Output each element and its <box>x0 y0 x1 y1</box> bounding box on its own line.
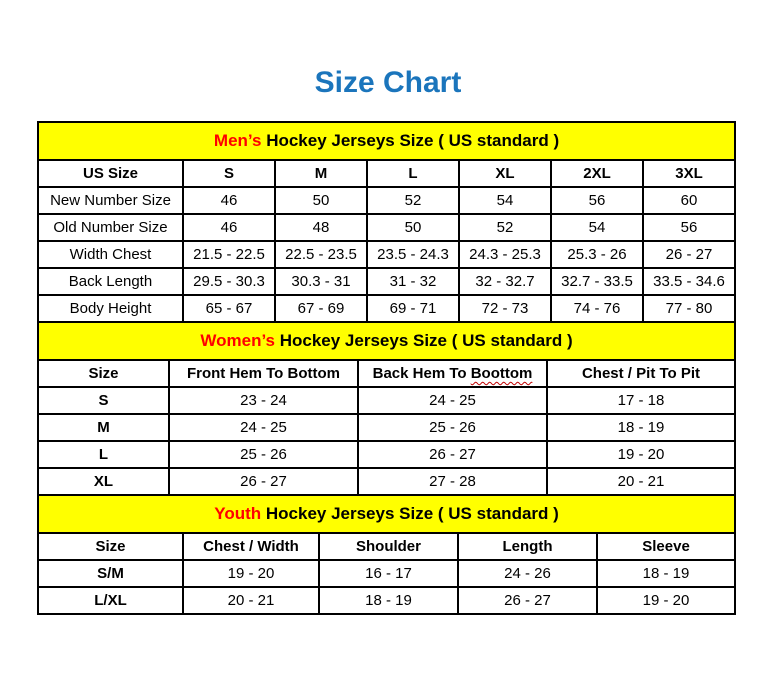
cell-value: 26 - 27 <box>358 441 547 468</box>
back-hem-prefix: Back Hem To <box>372 365 467 382</box>
row-label: Old Number Size <box>38 214 183 241</box>
mens-header-2xl: 2XL <box>551 160 643 187</box>
cell-value: 23 - 24 <box>169 387 358 414</box>
cell-value: 30.3 - 31 <box>275 268 367 295</box>
row-label: S/M <box>38 560 183 587</box>
womens-row-l <box>38 441 735 468</box>
youth-header-row <box>38 533 735 560</box>
cell-value: 26 - 27 <box>458 587 597 614</box>
cell-value: 26 - 27 <box>169 468 358 495</box>
womens-size-table <box>37 321 736 496</box>
cell-value: 24 - 26 <box>458 560 597 587</box>
cell-value: 52 <box>459 214 551 241</box>
row-label: L/XL <box>38 587 183 614</box>
mens-section-title-rest: Hockey Jerseys Size ( US standard ) <box>261 131 560 150</box>
cell-value: 19 - 20 <box>183 560 319 587</box>
womens-row-m <box>38 414 735 441</box>
row-label: M <box>38 414 169 441</box>
cell-value: 22.5 - 23.5 <box>275 241 367 268</box>
mens-header-row <box>38 160 735 187</box>
cell-value: 52 <box>367 187 459 214</box>
mens-header-xl: XL <box>459 160 551 187</box>
mens-row-body-height <box>38 295 735 322</box>
cell-value: 48 <box>275 214 367 241</box>
cell-value: 50 <box>275 187 367 214</box>
womens-section-title-highlight: Women’s <box>200 331 275 350</box>
mens-header-s: S <box>183 160 275 187</box>
cell-value: 23.5 - 24.3 <box>367 241 459 268</box>
row-label: Body Height <box>38 295 183 322</box>
womens-header-front-hem: Front Hem To Bottom <box>169 360 358 387</box>
mens-row-new-number-size <box>38 187 735 214</box>
cell-value: 24 - 25 <box>358 387 547 414</box>
mens-header-us-size: US Size <box>38 160 183 187</box>
cell-value: 74 - 76 <box>551 295 643 322</box>
cell-value: 54 <box>459 187 551 214</box>
mens-header-l: L <box>367 160 459 187</box>
youth-section-title <box>38 495 735 533</box>
cell-value: 17 - 18 <box>547 387 735 414</box>
cell-value: 31 - 32 <box>367 268 459 295</box>
cell-value: 56 <box>551 187 643 214</box>
cell-value: 21.5 - 22.5 <box>183 241 275 268</box>
youth-header-sleeve: Sleeve <box>597 533 735 560</box>
cell-value: 65 - 67 <box>183 295 275 322</box>
cell-value: 16 - 17 <box>319 560 458 587</box>
cell-value: 60 <box>643 187 735 214</box>
mens-section-title-highlight: Men’s <box>213 131 262 150</box>
youth-header-shoulder: Shoulder <box>319 533 458 560</box>
cell-value: 32 - 32.7 <box>459 268 551 295</box>
womens-row-s <box>38 387 735 414</box>
size-chart <box>37 121 734 615</box>
cell-value: 25 - 26 <box>358 414 547 441</box>
womens-header-row <box>38 360 735 387</box>
cell-value: 33.5 - 34.6 <box>643 268 735 295</box>
youth-header-length: Length <box>458 533 597 560</box>
row-label: XL <box>38 468 169 495</box>
womens-header-chest-pit: Chest / Pit To Pit <box>547 360 735 387</box>
cell-value: 27 - 28 <box>358 468 547 495</box>
cell-value: 19 - 20 <box>597 587 735 614</box>
cell-value: 32.7 - 33.5 <box>551 268 643 295</box>
cell-value: 77 - 80 <box>643 295 735 322</box>
page-title: Size Chart <box>314 66 462 99</box>
row-label: Back Length <box>38 268 183 295</box>
cell-value: 29.5 - 30.3 <box>183 268 275 295</box>
youth-section-band <box>38 495 735 533</box>
cell-value: 25.3 - 26 <box>551 241 643 268</box>
womens-row-xl <box>38 468 735 495</box>
cell-value: 56 <box>643 214 735 241</box>
mens-section-title <box>38 122 735 160</box>
cell-value: 19 - 20 <box>547 441 735 468</box>
mens-size-table <box>37 121 736 323</box>
cell-value: 25 - 26 <box>169 441 358 468</box>
cell-value: 72 - 73 <box>459 295 551 322</box>
cell-value: 24 - 25 <box>169 414 358 441</box>
cell-value: 69 - 71 <box>367 295 459 322</box>
womens-section-title-rest: Hockey Jerseys Size ( US standard ) <box>275 331 573 350</box>
youth-header-size: Size <box>38 533 183 560</box>
back-hem-misspelled-word: Boottom <box>470 365 533 382</box>
mens-row-back-length <box>38 268 735 295</box>
cell-value: 18 - 19 <box>597 560 735 587</box>
youth-row-lxl <box>38 587 735 614</box>
row-label: S <box>38 387 169 414</box>
mens-row-old-number-size <box>38 214 735 241</box>
cell-value: 54 <box>551 214 643 241</box>
row-label: Width Chest <box>38 241 183 268</box>
cell-value: 20 - 21 <box>183 587 319 614</box>
cell-value: 26 - 27 <box>643 241 735 268</box>
cell-value: 20 - 21 <box>547 468 735 495</box>
row-label: New Number Size <box>38 187 183 214</box>
row-label: L <box>38 441 169 468</box>
cell-value: 18 - 19 <box>319 587 458 614</box>
youth-row-sm <box>38 560 735 587</box>
cell-value: 67 - 69 <box>275 295 367 322</box>
mens-section-band <box>38 122 735 160</box>
cell-value: 50 <box>367 214 459 241</box>
youth-header-chest-width: Chest / Width <box>183 533 319 560</box>
womens-header-size: Size <box>38 360 169 387</box>
womens-header-back-hem <box>358 360 547 387</box>
mens-row-width-chest <box>38 241 735 268</box>
youth-section-title-rest: Hockey Jerseys Size ( US standard ) <box>261 504 559 523</box>
womens-section-band <box>38 322 735 360</box>
mens-header-m: M <box>275 160 367 187</box>
mens-header-3xl: 3XL <box>643 160 735 187</box>
cell-value: 18 - 19 <box>547 414 735 441</box>
cell-value: 46 <box>183 214 275 241</box>
youth-section-title-highlight: Youth <box>214 504 262 523</box>
cell-value: 24.3 - 25.3 <box>459 241 551 268</box>
cell-value: 46 <box>183 187 275 214</box>
youth-size-table <box>37 494 736 615</box>
womens-section-title <box>38 322 735 360</box>
